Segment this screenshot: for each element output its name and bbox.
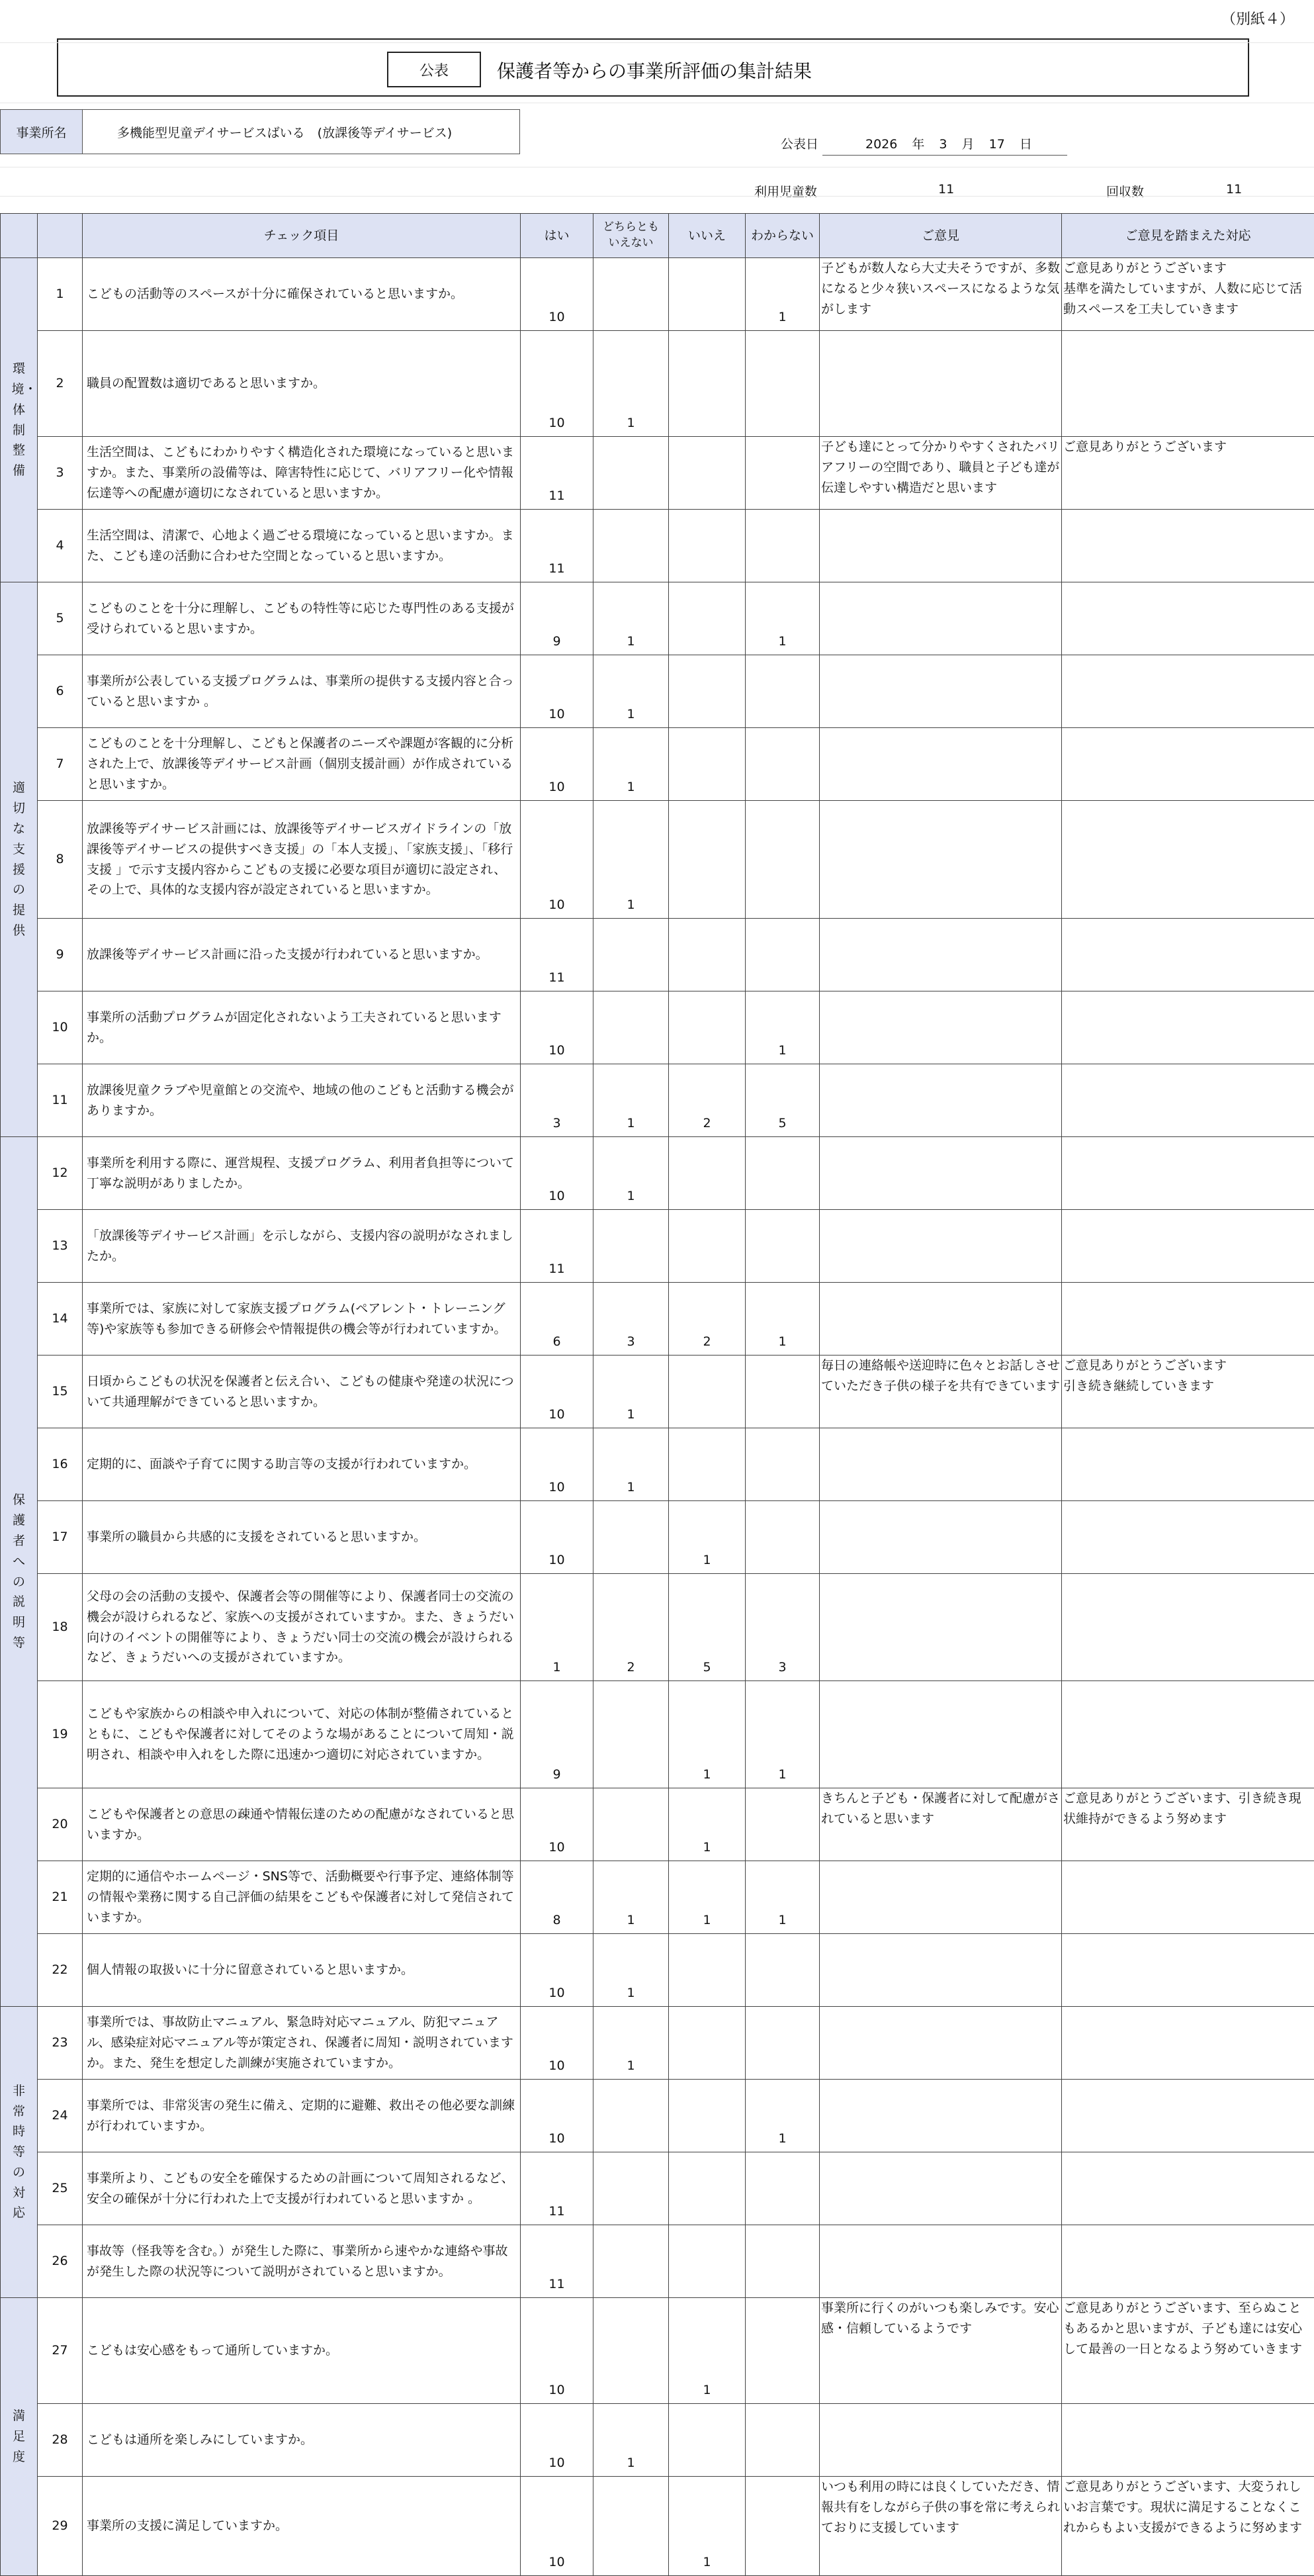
- opinion-text: [820, 919, 1062, 991]
- item-number: 2: [38, 331, 83, 437]
- item-number: 22: [38, 1934, 83, 2007]
- check-item-text: 放課後等デイサービス計画に沿った支援が行われていると思いますか。: [83, 919, 521, 991]
- check-item-text: 事業所では、事故防止マニュアル、緊急時対応マニュアル、防犯マニュアル、感染症対応マニュアル等が策定され、保護者に周知・説明されていますか。また、発生を想定した訓練が実施されていますか。: [83, 2007, 521, 2080]
- neither-count: [593, 2152, 669, 2225]
- header-no: いいえ: [669, 214, 746, 258]
- opinion-text: [820, 1210, 1062, 1283]
- no-count: [669, 1428, 746, 1501]
- neither-count: 3: [593, 1283, 669, 1356]
- opinion-text: 毎日の連絡帳や送迎時に色々とお話しさせていただき子供の様子を共有できています: [820, 1356, 1062, 1428]
- response-text: [1062, 2152, 1314, 2225]
- opinion-text: [820, 1283, 1062, 1356]
- yes-count: 10: [521, 2298, 593, 2404]
- check-item-text: こどもの活動等のスペースが十分に確保されていると思いますか。: [83, 258, 521, 331]
- table-row: [1, 2298, 1314, 2404]
- item-number: 17: [38, 1501, 83, 1574]
- response-text: [1062, 919, 1314, 991]
- response-text: [1062, 1210, 1314, 1283]
- response-text: ご意見ありがとうございます: [1062, 437, 1314, 510]
- item-number: 4: [38, 510, 83, 582]
- table-row: [1, 2225, 1314, 2298]
- yes-count: 10: [521, 1137, 593, 1210]
- no-count: [669, 2007, 746, 2080]
- table-row: [1, 1210, 1314, 1283]
- unknown-count: [746, 2404, 820, 2477]
- check-item-text: 職員の配置数は適切であると思いますか。: [83, 331, 521, 437]
- table-row: [1, 1283, 1314, 1356]
- category-label: 適切な支援の提供: [12, 778, 26, 941]
- response-text: [1062, 1681, 1314, 1788]
- neither-count: 1: [593, 331, 669, 437]
- category-cell: [1, 1137, 38, 2007]
- neither-count: 1: [593, 2404, 669, 2477]
- yes-count: 10: [521, 728, 593, 801]
- opinion-text: [820, 1064, 1062, 1137]
- table-row: [1, 1137, 1314, 1210]
- opinion-text: [820, 1428, 1062, 1501]
- unknown-count: [746, 437, 820, 510]
- response-text: [1062, 991, 1314, 1064]
- yes-count: 1: [521, 1574, 593, 1681]
- category-label: 環境・体制整備: [12, 359, 26, 481]
- opinion-text: いつも利用の時には良くしていただき、情報共有をしながら子供の事を常に考えられておりに支援しています: [820, 2477, 1062, 2576]
- no-count: [669, 582, 746, 655]
- yes-count: 3: [521, 1064, 593, 1137]
- yes-count: 10: [521, 655, 593, 728]
- item-number: 27: [38, 2298, 83, 2404]
- table-row: [1, 1934, 1314, 2007]
- response-text: [1062, 331, 1314, 437]
- opinion-text: [820, 2152, 1062, 2225]
- publication-date: 2026 年 3 月 17 日: [865, 134, 1032, 152]
- check-item-text: こどものことを十分に理解し、こどもの特性等に応じた専門性のある支援が受けられていると思いますか。: [83, 582, 521, 655]
- neither-count: [593, 437, 669, 510]
- item-number: 21: [38, 1861, 83, 1934]
- no-count: 1: [669, 1861, 746, 1934]
- unknown-count: [746, 1428, 820, 1501]
- neither-count: 1: [593, 2007, 669, 2080]
- unknown-count: [746, 1934, 820, 2007]
- unknown-count: 1: [746, 2080, 820, 2152]
- neither-count: 1: [593, 728, 669, 801]
- no-count: [669, 919, 746, 991]
- check-item-text: こどもや保護者との意思の疎通や情報伝達のための配慮がなされていると思いますか。: [83, 1788, 521, 1861]
- neither-count: [593, 2298, 669, 2404]
- neither-count: [593, 1681, 669, 1788]
- yes-count: 11: [521, 510, 593, 582]
- response-text: [1062, 1428, 1314, 1501]
- opinion-text: [820, 728, 1062, 801]
- table-row: [1, 991, 1314, 1064]
- response-text: [1062, 582, 1314, 655]
- neither-count: [593, 919, 669, 991]
- no-count: [669, 258, 746, 331]
- item-number: 11: [38, 1064, 83, 1137]
- table-row: [1, 2007, 1314, 2080]
- yes-count: 11: [521, 1210, 593, 1283]
- unknown-count: [746, 2298, 820, 2404]
- item-number: 10: [38, 991, 83, 1064]
- yes-count: 11: [521, 2225, 593, 2298]
- no-count: [669, 1137, 746, 1210]
- opinion-text: [820, 801, 1062, 919]
- unknown-count: 5: [746, 1064, 820, 1137]
- table-header-row: [1, 214, 1314, 258]
- unknown-count: [746, 801, 820, 919]
- no-count: [669, 1934, 746, 2007]
- response-text: [1062, 1574, 1314, 1681]
- category-cell: [1, 258, 38, 582]
- unknown-count: 1: [746, 582, 820, 655]
- yes-count: 10: [521, 2477, 593, 2576]
- table-row: [1, 510, 1314, 582]
- neither-count: [593, 2080, 669, 2152]
- item-number: 18: [38, 1574, 83, 1681]
- response-text: [1062, 2080, 1314, 2152]
- category-cell: [1, 2298, 38, 2576]
- table-row: [1, 1681, 1314, 1788]
- grid-line: [0, 42, 1314, 43]
- header-unknown: わからない: [746, 214, 820, 258]
- yes-count: 10: [521, 2404, 593, 2477]
- opinion-text: 事業所に行くのがいつも楽しみです。安心感・信頼しているようです: [820, 2298, 1062, 2404]
- yes-count: 8: [521, 1861, 593, 1934]
- neither-count: 1: [593, 1137, 669, 1210]
- item-number: 29: [38, 2477, 83, 2576]
- grid-line: [0, 196, 1314, 197]
- facility-label: 事業所名: [0, 109, 83, 154]
- no-count: [669, 2080, 746, 2152]
- unknown-count: [746, 655, 820, 728]
- unknown-count: [746, 1356, 820, 1428]
- neither-count: [593, 1788, 669, 1861]
- check-item-text: 事故等（怪我等を含む。）が発生した際に、事業所から速やかな連絡や事故が発生した際の状況等について説明がされていると思いますか。: [83, 2225, 521, 2298]
- opinion-text: [820, 1574, 1062, 1681]
- neither-count: [593, 1501, 669, 1574]
- no-count: [669, 2404, 746, 2477]
- unknown-count: [746, 2225, 820, 2298]
- yes-count: 10: [521, 1788, 593, 1861]
- opinion-text: [820, 2225, 1062, 2298]
- neither-count: [593, 2477, 669, 2576]
- check-item-text: 定期的に通信やホームページ・SNS等で、活動概要や行事予定、連絡体制等の情報や業務に関する自己評価の結果をこどもや保護者に対して発信されていますか。: [83, 1861, 521, 1934]
- yes-count: 9: [521, 582, 593, 655]
- opinion-text: [820, 510, 1062, 582]
- yes-count: 10: [521, 991, 593, 1064]
- table-row: [1, 1861, 1314, 1934]
- no-count: 2: [669, 1283, 746, 1356]
- no-count: 1: [669, 2477, 746, 2576]
- header-opinion: ご意見: [820, 214, 1062, 258]
- yes-count: 11: [521, 437, 593, 510]
- response-text: ご意見ありがとうございます 基準を満たしていますが、人数に応じて活動スペースを工夫していきます: [1062, 258, 1314, 331]
- table-row: [1, 1788, 1314, 1861]
- check-item-text: こどもや家族からの相談や申入れについて、対応の体制が整備されているとともに、こどもや保護者に対してそのような場があることについて周知・説明され、相談や申入れをした際に迅速かつ適切に対応されていますか。: [83, 1681, 521, 1788]
- unknown-count: [746, 1137, 820, 1210]
- response-text: [1062, 1934, 1314, 2007]
- check-item-text: 事業所より、こどもの安全を確保するための計画について周知されるなど、安全の確保が十分に行われた上で支援が行われていると思いますか 。: [83, 2152, 521, 2225]
- response-text: [1062, 1861, 1314, 1934]
- no-count: [669, 1356, 746, 1428]
- header-category: [1, 214, 38, 258]
- opinion-text: [820, 2080, 1062, 2152]
- public-badge: 公表: [387, 52, 481, 87]
- neither-count: 1: [593, 1356, 669, 1428]
- item-number: 1: [38, 258, 83, 331]
- opinion-text: [820, 991, 1062, 1064]
- item-number: 23: [38, 2007, 83, 2080]
- neither-count: 2: [593, 1574, 669, 1681]
- no-count: [669, 2225, 746, 2298]
- response-text: [1062, 510, 1314, 582]
- users-count-value: 11: [938, 182, 954, 197]
- check-item-text: 事業所を利用する際に、運営規程、支援プログラム、利用者負担等について丁寧な説明がありましたか。: [83, 1137, 521, 1210]
- unknown-count: [746, 919, 820, 991]
- no-count: 1: [669, 1681, 746, 1788]
- header-number: [38, 214, 83, 258]
- table-row: [1, 1501, 1314, 1574]
- response-text: [1062, 1064, 1314, 1137]
- no-count: [669, 2152, 746, 2225]
- item-number: 19: [38, 1681, 83, 1788]
- item-number: 24: [38, 2080, 83, 2152]
- yes-count: 10: [521, 801, 593, 919]
- table-row: [1, 2404, 1314, 2477]
- unknown-count: [746, 1788, 820, 1861]
- table-row: [1, 1356, 1314, 1428]
- no-count: [669, 801, 746, 919]
- yes-count: 10: [521, 258, 593, 331]
- check-item-text: 日頃からこどもの状況を保護者と伝え合い、こどもの健康や発達の状況について共通理解ができていると思いますか。: [83, 1356, 521, 1428]
- response-text: ご意見ありがとうございます、至らぬこともあるかと思いますが、子ども達には安心して最善の一日となるよう努めていきます: [1062, 2298, 1314, 2404]
- collected-count-label: 回収数: [1106, 182, 1144, 200]
- check-item-text: 事業所の活動プログラムが固定化されないよう工夫されていると思いますか。: [83, 991, 521, 1064]
- check-item-text: こどものことを十分理解し、こどもと保護者のニーズや課題が客観的に分析された上で、放課後等デイサービス計画（個別支援計画）が作成されていると思いますか。: [83, 728, 521, 801]
- users-count-label: 利用児童数: [754, 182, 817, 200]
- table-row: [1, 331, 1314, 437]
- yes-count: 10: [521, 2007, 593, 2080]
- neither-count: 1: [593, 582, 669, 655]
- unknown-count: [746, 2477, 820, 2576]
- unknown-count: [746, 1501, 820, 1574]
- item-number: 16: [38, 1428, 83, 1501]
- no-count: 1: [669, 2298, 746, 2404]
- opinion-text: [820, 1681, 1062, 1788]
- facility-name: 多機能型児童デイサービスばいる (放課後等デイサービス): [82, 109, 520, 154]
- yes-count: 10: [521, 1934, 593, 2007]
- table-row: [1, 437, 1314, 510]
- opinion-text: [820, 582, 1062, 655]
- no-count: [669, 728, 746, 801]
- yes-count: 11: [521, 2152, 593, 2225]
- check-item-text: 事業所では、家族に対して家族支援プログラム(ペアレント・トレーニング等)や家族等も参加できる研修会や情報提供の機会等が行われていますか。: [83, 1283, 521, 1356]
- item-number: 12: [38, 1137, 83, 1210]
- response-text: [1062, 2007, 1314, 2080]
- yes-count: 10: [521, 1501, 593, 1574]
- unknown-count: 3: [746, 1574, 820, 1681]
- page-title: 保護者等からの事業所評価の集計結果: [497, 57, 812, 83]
- check-item-text: 個人情報の取扱いに十分に留意されていると思いますか。: [83, 1934, 521, 2007]
- no-count: [669, 991, 746, 1064]
- item-number: 28: [38, 2404, 83, 2477]
- check-item-text: 事業所が公表している支援プログラムは、事業所の提供する支援内容と合っていると思いますか 。: [83, 655, 521, 728]
- opinion-text: [820, 1501, 1062, 1574]
- collected-count-value: 11: [1226, 182, 1242, 197]
- item-number: 7: [38, 728, 83, 801]
- check-item-text: 生活空間は、清潔で、心地よく過ごせる環境になっていると思いますか。また、こども達の活動に合わせた空間となっていると思いますか。: [83, 510, 521, 582]
- unknown-count: [746, 510, 820, 582]
- response-text: [1062, 1283, 1314, 1356]
- table-row: [1, 655, 1314, 728]
- yes-count: 10: [521, 1428, 593, 1501]
- neither-count: 1: [593, 1934, 669, 2007]
- opinion-text: [820, 1137, 1062, 1210]
- unknown-count: 1: [746, 991, 820, 1064]
- response-text: [1062, 1137, 1314, 1210]
- check-item-text: 「放課後等デイサービス計画」を示しながら、支援内容の説明がなされましたか。: [83, 1210, 521, 1283]
- neither-count: [593, 1210, 669, 1283]
- check-item-text: こどもは安心感をもって通所していますか。: [83, 2298, 521, 2404]
- unknown-count: [746, 1210, 820, 1283]
- neither-count: [593, 991, 669, 1064]
- response-text: ご意見ありがとうございます、引き続き現状維持ができるよう努めます: [1062, 1788, 1314, 1861]
- opinion-text: [820, 331, 1062, 437]
- neither-count: 1: [593, 1064, 669, 1137]
- yes-count: 10: [521, 1356, 593, 1428]
- item-number: 5: [38, 582, 83, 655]
- response-text: [1062, 728, 1314, 801]
- opinion-text: [820, 655, 1062, 728]
- header-response: ご意見を踏まえた対応: [1062, 214, 1314, 258]
- header-check-item: チェック項目: [83, 214, 521, 258]
- unknown-count: [746, 728, 820, 801]
- table-row: [1, 728, 1314, 801]
- neither-count: 1: [593, 1861, 669, 1934]
- opinion-text: きちんと子ども・保護者に対して配慮がされていると思います: [820, 1788, 1062, 1861]
- no-count: [669, 510, 746, 582]
- opinion-text: [820, 1934, 1062, 2007]
- neither-count: [593, 2225, 669, 2298]
- opinion-text: 子どもが数人なら大丈夫そうですが、多数になると少々狭いスペースになるような気がします: [820, 258, 1062, 331]
- table-row: [1, 258, 1314, 331]
- item-number: 15: [38, 1356, 83, 1428]
- table-row: [1, 582, 1314, 655]
- table-row: [1, 801, 1314, 919]
- response-text: [1062, 655, 1314, 728]
- header-neither: どちらとも いえない: [593, 214, 669, 258]
- item-number: 9: [38, 919, 83, 991]
- publication-date-underline: [822, 155, 1067, 156]
- yes-count: 10: [521, 2080, 593, 2152]
- unknown-count: 1: [746, 1861, 820, 1934]
- category-label: 非常時等の対応: [12, 2081, 26, 2223]
- neither-count: 1: [593, 801, 669, 919]
- item-number: 3: [38, 437, 83, 510]
- opinion-text: 子ども達にとって分かりやすくされたバリアフリーの空間であり、職員と子ども達が伝達しやすい構造だと思います: [820, 437, 1062, 510]
- yes-count: 6: [521, 1283, 593, 1356]
- category-label: 保護者への説明等: [12, 1490, 26, 1653]
- table-row: [1, 919, 1314, 991]
- response-text: ご意見ありがとうございます 引き続き継続していきます: [1062, 1356, 1314, 1428]
- opinion-text: [820, 2404, 1062, 2477]
- item-number: 26: [38, 2225, 83, 2298]
- item-number: 14: [38, 1283, 83, 1356]
- no-count: 1: [669, 1501, 746, 1574]
- yes-count: 11: [521, 919, 593, 991]
- appendix-label: （別紙４）: [1221, 8, 1294, 28]
- unknown-count: [746, 2007, 820, 2080]
- check-item-text: 放課後等デイサービス計画には、放課後等デイサービスガイドラインの「放課後等デイサービスの提供すべき支援」の「本人支援」、「家族支援」、「移行支援 」で示す支援内容からこどもの支援に必要な項目が適切に設定され、その上で、具体的な支援内容が設定されていると思いますか。: [83, 801, 521, 919]
- table-row: [1, 2152, 1314, 2225]
- opinion-text: [820, 2007, 1062, 2080]
- response-text: [1062, 801, 1314, 919]
- item-number: 8: [38, 801, 83, 919]
- response-text: [1062, 2404, 1314, 2477]
- check-item-text: 父母の会の活動の支援や、保護者会等の開催等により、保護者同士の交流の機会が設けられるなど、家族への支援がされていますか。また、きょうだい向けのイベントの開催等により、きょうだい同士の交流の機会が設けられるなど、きょうだいへの支援がされていますか。: [83, 1574, 521, 1681]
- neither-count: [593, 510, 669, 582]
- no-count: [669, 331, 746, 437]
- no-count: 5: [669, 1574, 746, 1681]
- check-item-text: 生活空間は、こどもにわかりやすく構造化された環境になっていると思いますか。また、事業所の設備等は、障害特性に応じて、バリアフリー化や情報伝達等への配慮が適切になされていると思いますか。: [83, 437, 521, 510]
- unknown-count: [746, 2152, 820, 2225]
- no-count: [669, 1210, 746, 1283]
- check-item-text: こどもは通所を楽しみにしていますか。: [83, 2404, 521, 2477]
- category-cell: [1, 2007, 38, 2298]
- no-count: 2: [669, 1064, 746, 1137]
- yes-count: 10: [521, 331, 593, 437]
- no-count: [669, 655, 746, 728]
- unknown-count: 1: [746, 1681, 820, 1788]
- neither-count: 1: [593, 1428, 669, 1501]
- table-row: [1, 1428, 1314, 1501]
- table-row: [1, 2477, 1314, 2576]
- unknown-count: [746, 331, 820, 437]
- evaluation-table: [0, 213, 1314, 2576]
- no-count: [669, 437, 746, 510]
- table-row: [1, 1574, 1314, 1681]
- table-row: [1, 2080, 1314, 2152]
- check-item-text: 事業所では、非常災害の発生に備え、定期的に避難、救出その他必要な訓練が行われていますか。: [83, 2080, 521, 2152]
- item-number: 13: [38, 1210, 83, 1283]
- response-text: ご意見ありがとうございます、大変うれしいお言葉です。現状に満足することなくこれからもよい支援ができるように努めます: [1062, 2477, 1314, 2576]
- check-item-text: 定期的に、面談や子育てに関する助言等の支援が行われていますか。: [83, 1428, 521, 1501]
- unknown-count: 1: [746, 1283, 820, 1356]
- response-text: [1062, 1501, 1314, 1574]
- table-row: [1, 1064, 1314, 1137]
- publication-date-label: 公表日: [781, 134, 818, 152]
- category-label: 満足度: [12, 2406, 26, 2467]
- category-cell: [1, 582, 38, 1137]
- check-item-text: 事業所の職員から共感的に支援をされていると思いますか。: [83, 1501, 521, 1574]
- header-yes: はい: [521, 214, 593, 258]
- check-item-text: 事業所の支援に満足していますか。: [83, 2477, 521, 2576]
- response-text: [1062, 2225, 1314, 2298]
- yes-count: 9: [521, 1681, 593, 1788]
- neither-count: 1: [593, 655, 669, 728]
- neither-count: [593, 258, 669, 331]
- check-item-text: 放課後児童クラブや児童館との交流や、地域の他のこどもと活動する機会がありますか。: [83, 1064, 521, 1137]
- no-count: 1: [669, 1788, 746, 1861]
- opinion-text: [820, 1861, 1062, 1934]
- title-box: [57, 38, 1249, 97]
- item-number: 25: [38, 2152, 83, 2225]
- unknown-count: 1: [746, 258, 820, 331]
- item-number: 20: [38, 1788, 83, 1861]
- item-number: 6: [38, 655, 83, 728]
